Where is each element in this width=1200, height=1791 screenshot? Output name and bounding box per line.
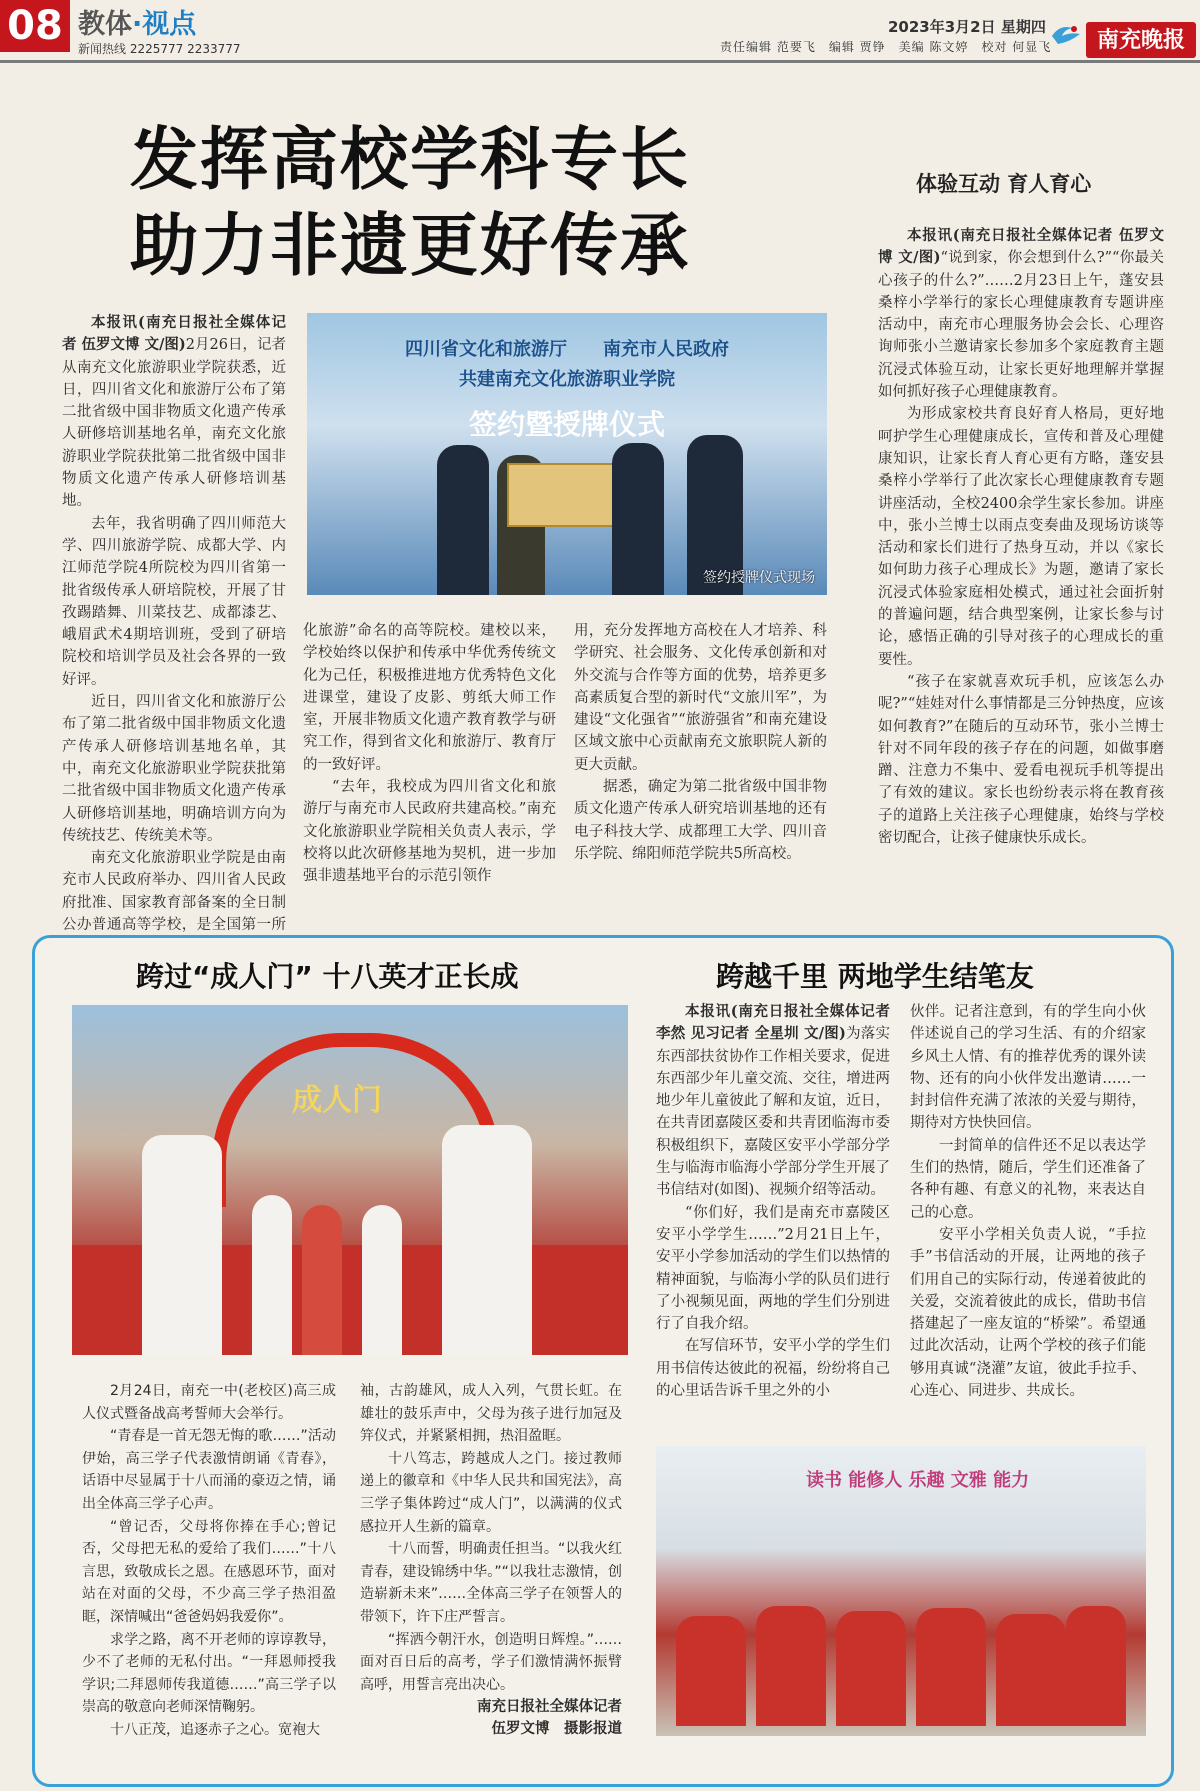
main-article-col-3 (574, 620, 827, 865)
section-title (78, 2, 196, 41)
banner-line-2: 共建南充文化旅游职业学院 (459, 369, 675, 390)
article-paragraph: 据悉，确定为第二批省级中国非物质文化遗产传承人研究培训基地的还有电子科技大学、成都理工大学、四川音乐学院、绵阳师范学院共5所高校。 (574, 779, 827, 862)
article-paragraph: 求学之路，离不开老师的谆谆教导，少不了老师的无私付出。“一拜恩师授我学识;二拜恩师传我道德……”高三学子以崇高的敬意向老师深情鞠躬。 (82, 1631, 336, 1716)
photo-caption: 签约授牌仪式现场 (703, 570, 815, 586)
photo-banner (307, 335, 827, 395)
article-paragraph: “挥洒今朝汗水，创造明日辉煌。”……面对百日后的高考，学子们激情满怀振臂高呼，用誓言亮出决心。 (360, 1631, 622, 1693)
article-paragraph: “去年，我校成为四川省文化和旅游厅与南充市人民政府共建高校。”南充文化旅游职业学院相关负责人表示，学校将以此次研修基地为契机，进一步加强非遗基地平台的示范引领作 (303, 779, 556, 885)
students-group (676, 1576, 1126, 1726)
article-paragraph: “你们好，我们是南充市嘉陵区安平小学学生……”2月21日上午，安平小学参加活动的学生们以热情的精神面貌，与临海小学的队员们进行了小视频见面，两地的学生们分别进行了自我介绍。 (656, 1204, 890, 1333)
student-figure (676, 1616, 746, 1726)
article-paragraph: “青春是一首无怨无悔的歌……”活动伊始，高三学子代表激情朗诵《青春》，话语中尽显属于十八而涌的豪迈之情，诵出全体高三学子心声。 (82, 1428, 336, 1512)
article-byline: 本报讯(南充日报社全媒体记者 伍罗文博 文/图) (878, 227, 1164, 267)
photo-credit (360, 1696, 622, 1740)
headline-line-1: 发挥高校学科专长 (130, 121, 691, 200)
student-figure (916, 1608, 986, 1726)
student-figure (252, 1195, 292, 1355)
issue-date: 2023年3月2日 星期四 (888, 18, 1046, 36)
article-paragraph: “孩子在家就喜欢玩手机，应该怎么办呢?”“娃娃对什么事情都是三分钟热度，应该如何教育?”在随后的互动环节，张小兰博士针对不同年段的孩子存在的问题，如做事磨蹭、注意力不集中、爱看电视玩手机等提出了有效的建议。家长也纷纷表示将在教育孩子的道路上关注孩子心理健康，始终与学校密切配合，让孩子健康快乐成长。 (878, 673, 1164, 847)
person-figure (612, 443, 664, 595)
student-figure (142, 1135, 222, 1355)
editors-line: 责任编辑 范要飞 编辑 贾铮 美编 陈文婷 校对 何显飞 (720, 40, 1052, 54)
article-paragraph: 2月26日，记者从南充文化旅游职业学院获悉，近日，四川省文化和旅游厅公布了第二批省级中国非物质文化遗产传承人研修培训基地名单，南充文化旅游职业学院获批第二批省级中国非物质文化遗产传承人研修培训基地。 (62, 337, 286, 510)
article-paragraph: 2月24日，南充一中(老校区)高三成人仪式暨备战高考誓师大会举行。 (82, 1383, 336, 1422)
article-paragraph: 十八而誓，明确责任担当。“以我火红青春，建设锦绣中华。”“以我壮志激情，创造崭新未来”……全体高三学子在领誓人的带领下，许下庄严誓言。 (360, 1541, 622, 1625)
main-article-col-2 (303, 620, 556, 888)
wall-board: 读书 能修人 乐趣 文雅 能力 (806, 1470, 1030, 1491)
credit-line-2: 伍罗文博 摄影报道 (491, 1721, 622, 1738)
section-name: 教体 (78, 9, 132, 40)
banner-line-1: 四川省文化和旅游厅 南充市人民政府 (405, 339, 729, 360)
coming-of-age-photo (72, 1005, 628, 1355)
student-figure (362, 1205, 402, 1355)
student-figure (756, 1606, 826, 1726)
pen-pal-col-1 (656, 1001, 890, 1402)
page-header (0, 0, 1200, 62)
student-figure (1066, 1606, 1126, 1726)
credit-line-1: 南充日报社全媒体记者 (477, 1699, 622, 1716)
student-figure (996, 1614, 1066, 1726)
article-byline: 本报讯(南充日报社全媒体记者 李然 见习记者 全星圳 文/图) (656, 1003, 890, 1043)
pen-pal-title: 跨越千里 两地学生结笔友 (716, 960, 1034, 993)
article-paragraph: 为落实东西部扶贫协作工作相关要求，促进东西部少年儿童交流、交往，增进两地少年儿童彼此了解和友谊，近日，在共青团嘉陵区委和共青团临海市委积极组织下，嘉陵区安平小学部分学生与临海市临海小学部分学生开展了书信结对(如图)、视频介绍等活动。 (656, 1026, 890, 1199)
student-figure (836, 1611, 906, 1726)
pen-pal-col-2 (910, 1001, 1146, 1402)
arch-sign: 成人门 (292, 1083, 382, 1118)
student-figure (442, 1125, 532, 1355)
news-hotline: 新闻热线 2225777 2233777 (78, 42, 241, 56)
bird-icon (1050, 20, 1082, 50)
side-article-body (878, 225, 1164, 849)
person-figure (437, 445, 489, 595)
coming-of-age-col-2 (360, 1380, 622, 1740)
article-paragraph: 化旅游”命名的高等院校。建校以来，学校始终以保护和传承中华优秀传统文化为己任，积极推进地方优秀特色文化进课堂，建设了皮影、剪纸大师工作室，开展非物质文化遗产教育教学与研究工作，得到省文化和旅游厅、教育厅的一致好评。 (303, 623, 556, 773)
article-paragraph: 在写信环节，安平小学的学生们用书信传达彼此的祝福，纷纷将自己的心里话告诉千里之外的小 (656, 1338, 890, 1400)
headline-line-2: 助力非遗更好传承 (130, 207, 691, 286)
article-paragraph: 十八笃志，跨越成人之门。接过教师递上的徽章和《中华人民共和国宪法》，高三学子集体跨过“成人门”，以满满的仪式感拉开人生新的篇章。 (360, 1450, 622, 1535)
article-paragraph: 安平小学相关负责人说，“手拉手”书信活动的开展，让两地的孩子们用自己的实际行动，传递着彼此的关爱，交流着彼此的成长，借助书信搭建起了一座友谊的“桥梁”。希望通过此次活动，让两个学校的孩子们能够用真诚“浇灌”友谊，彼此手拉手、心连心、同进步、共成长。 (910, 1226, 1146, 1400)
article-paragraph: “曾记否，父母将你捧在手心;曾记否，父母把无私的爱给了我们……”十八言思，致敬成长之恩。在感恩环节，面对站在对面的父母，不少高三学子热泪盈眶，深情喊出“爸爸妈妈我爱你”。 (82, 1518, 336, 1625)
banner-line-3: 签约暨授牌仪式 (468, 408, 665, 441)
article-paragraph: 近日，四川省文化和旅游厅公布了第二批省级中国非物质文化遗产传承人研修培训基地名单，其中，南充文化旅游职业学院获批第二批省级中国非物质文化遗产传承人研修培训基地，明确培训方向为传统技艺、传统美术等。 (62, 694, 286, 844)
signing-ceremony-photo (307, 313, 827, 595)
article-paragraph: 去年，我省明确了四川师范大学、四川旅游学院、成都大学、内江师范学院4所院校为四川省第一批省级传承人研培院校，开展了甘孜踢踏舞、川菜技艺、成都漆艺、峨眉武术4期培训班，受到了研培院校和培训学员及社会各界的一致好评。 (62, 515, 286, 688)
article-paragraph: 用，充分发挥地方高校在人才培养、科学研究、社会服务、文化传承创新和对外交流与合作等方面的优势，培养更多高素质复合型的新时代“文旅川军”，为建设“文化强省”“旅游强省”和南充建设区域文旅中心贡献南充文旅职院人新的更大贡献。 (574, 623, 827, 773)
article-byline: 本报讯(南充日报社全媒体记者 伍罗文博 文/图) (62, 314, 286, 354)
plaque (507, 463, 621, 527)
coming-of-age-col-1 (82, 1380, 336, 1742)
main-headline (130, 118, 690, 290)
newspaper-logo: 南充晚报 (1086, 22, 1196, 58)
student-figure (302, 1205, 342, 1355)
side-article-title: 体验互动 育人育心 (916, 172, 1092, 196)
coming-of-age-title: 跨过“成人门” 十八英才正长成 (136, 960, 519, 993)
article-paragraph: 为形成家校共育良好育人格局，更好地呵护学生心理健康成长，宣传和普及心理健康知识，让家长育人育心更有方略，蓬安县桑梓小学举行了此次家长心理健康教育专题讲座活动，全校2400余学生家长参加。讲座中，张小兰博士以雨点变奏曲及现场访谈等活动和家长们进行了热身互动，并以《家长如何助力孩子心理成长》为题，邀请了家长沉浸式体验家庭相处模式，通过社会面折射的普遍问题，结合典型案例，让家长参与讨论，感悟正确的引导对孩子的心理成长的重要性。 (878, 406, 1164, 668)
page-number: 08 (0, 0, 70, 52)
article-paragraph: 伙伴。记者注意到，有的学生向小伙伴述说自己的学习生活、有的介绍家乡风土人情、有的推荐优秀的课外读物、还有的向小伙伴发出邀请……一封封信件充满了浓浓的关爱与期待，期待对方快快回信。 (910, 1004, 1146, 1132)
section-subname: ·视点 (132, 9, 197, 40)
article-paragraph: “说到家，你会想到什么?”“你最关心孩子的什么?”……2月23日上午，蓬安县桑梓小学举行的家长心理健康教育专题讲座活动中，南充市心理服务协会会长、心理咨询师张小兰邀请家长参加多个家庭教育主题沉浸式体验互动，让家长更好地理解并掌握如何抓好孩子心理健康教育。 (878, 250, 1164, 401)
main-article-col-1 (62, 312, 286, 959)
article-paragraph: 南充文化旅游职业学院是由南充市人民政府举办、四川省人民政府批准、国家教育部备案的全日制公办普通高等学校，是全国第一所 (62, 850, 286, 934)
article-paragraph: 一封简单的信件还不足以表达学生们的热情，随后，学生们还准备了各种有趣、有意义的礼物，来表达自己的心意。 (910, 1137, 1146, 1221)
classroom-photo (656, 1446, 1146, 1736)
article-paragraph: 袖，古韵雄风，成人入列，气贯长虹。在雄壮的鼓乐声中，父母为孩子进行加冠及笄仪式，并紧紧相拥，热泪盈眶。 (360, 1383, 622, 1445)
header-divider (0, 60, 1200, 63)
article-paragraph: 十八正茂，追逐赤子之心。宽袍大 (110, 1721, 320, 1738)
